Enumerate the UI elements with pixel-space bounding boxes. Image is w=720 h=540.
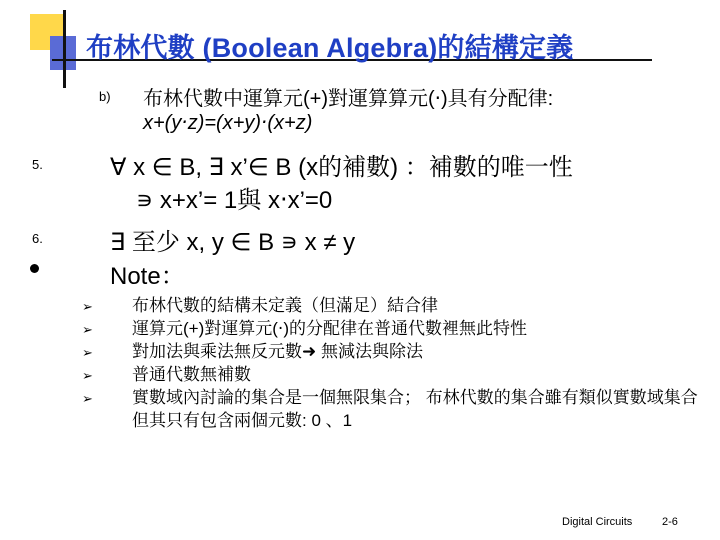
note-item bbox=[68, 363, 708, 386]
note-item bbox=[68, 340, 708, 363]
arrow-bullet-icon: ➢ bbox=[82, 391, 93, 406]
note-list bbox=[68, 294, 708, 432]
note-item-text: 對加法與乘法無反元數➜ 無減法與除法 bbox=[132, 342, 423, 361]
item-b-line-1: 布林代數中運算元(+)對運算算元(‧)具有分配律: bbox=[143, 88, 554, 110]
note-item bbox=[68, 386, 708, 432]
footer-page-number: 2-6 bbox=[662, 516, 678, 528]
item-5-marker: 5. bbox=[32, 157, 43, 172]
note-item-text: 普通代數無補數 bbox=[132, 365, 251, 384]
item-b-line-2: x+(y‧z)=(x+y)‧(x+z) bbox=[143, 112, 313, 134]
arrow-bullet-icon: ➢ bbox=[82, 345, 93, 360]
note-item bbox=[68, 294, 708, 317]
note-item-text: 布林代數的結構未定義（但滿足）結合律 bbox=[132, 296, 438, 315]
arrow-bullet-icon: ➢ bbox=[82, 299, 93, 314]
note-bullet-icon bbox=[30, 264, 39, 273]
item-5-line-2: ∍ x+x’= 1與 x‧x’=0 bbox=[136, 187, 333, 214]
arrow-bullet-icon: ➢ bbox=[82, 368, 93, 383]
item-6-line-1: ∃ 至少 x, y ∈ B ∍ x ≠ y bbox=[110, 229, 356, 256]
note-label: Note： bbox=[110, 263, 185, 290]
item-5-line-1: ∀ x ∈ B, ∃ x’∈ B (x的補數) ：補數的唯一性 bbox=[110, 154, 573, 181]
item-6-marker: 6. bbox=[32, 231, 43, 246]
footer-course: Digital Circuits bbox=[562, 516, 633, 528]
note-item-text: 運算元(+)對運算元(‧)的分配律在普通代數裡無此特性 bbox=[132, 319, 527, 338]
slide-title: 布林代數 (Boolean Algebra)的結構定義 bbox=[86, 33, 574, 63]
decor-vertical-rule bbox=[63, 10, 66, 88]
note-item-text: 實數域內討論的集合是一個無限集合； 布林代數的集合雖有類似實數域集合但其只有包含兩個元數: 0 、1 bbox=[132, 388, 698, 430]
arrow-bullet-icon: ➢ bbox=[82, 322, 93, 337]
item-b-marker: b) bbox=[99, 89, 111, 104]
note-item bbox=[68, 317, 708, 340]
